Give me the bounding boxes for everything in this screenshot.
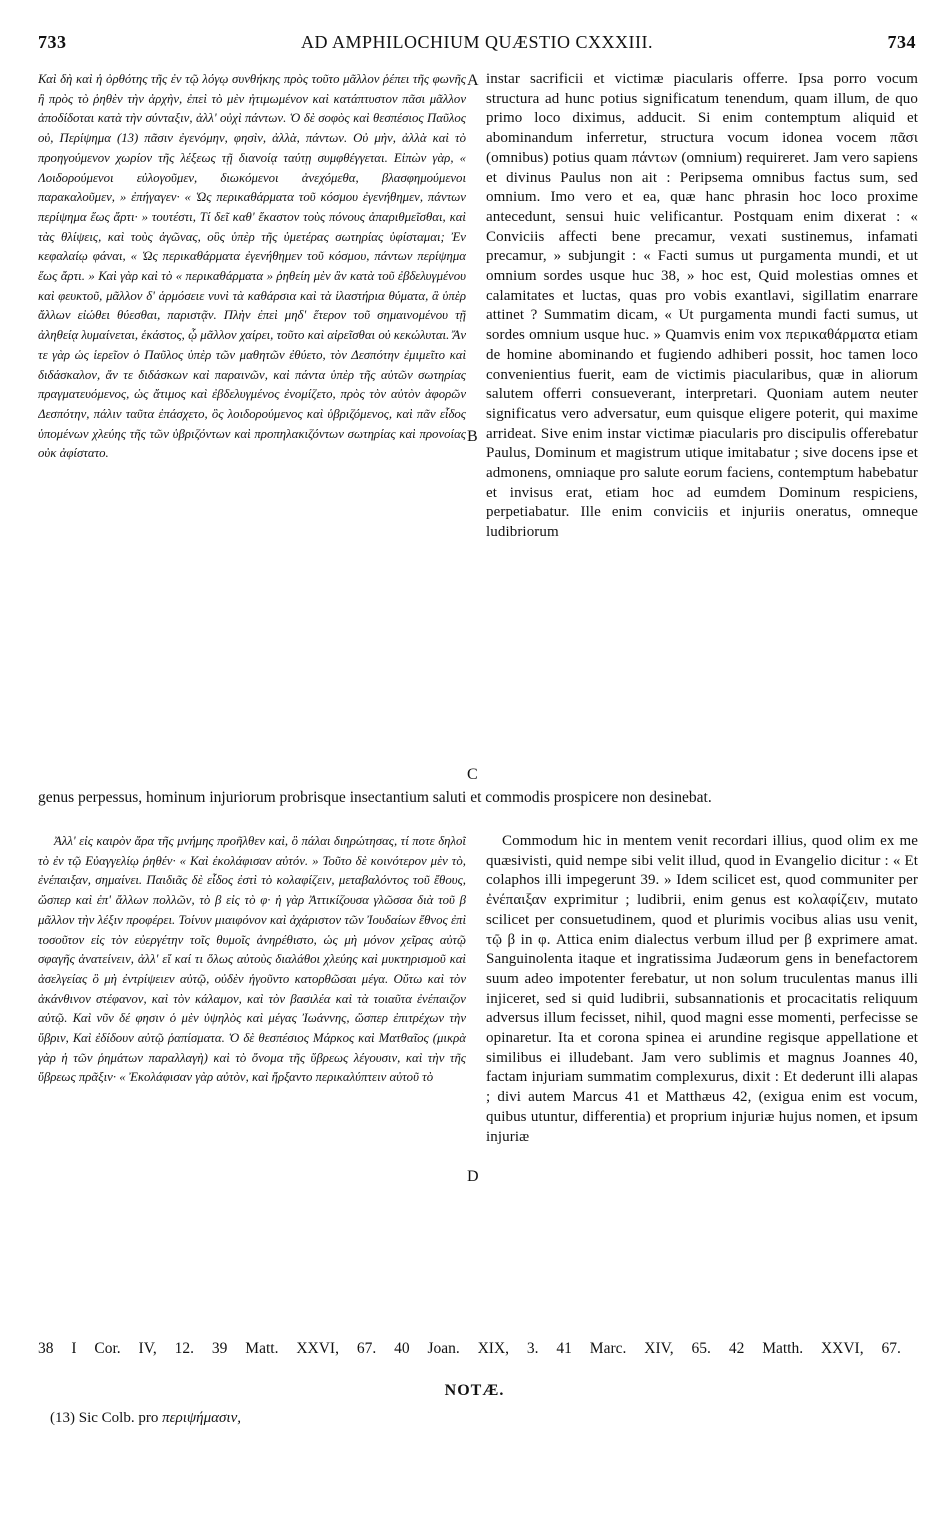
- greek-column-upper: [38, 70, 466, 792]
- note-13-greek: περιψήμασιν,: [162, 1410, 242, 1426]
- running-title: AD AMPHILOCHIUM QUÆSTIO CXXXIII.: [301, 32, 653, 52]
- margin-letter-c: C: [467, 766, 478, 783]
- greek-text-upper: Καὶ δὴ καὶ ἡ ὀρθότης τῆς ἐν τῷ λόγῳ συνθήκης πρὸς τοῦτο μᾶλλον ῥέπει τῆς φωνῆς ἢ πρὸς τὸ ῥηθὲν τὴν ἀρχὴν, ἐπεὶ τὸ μὲν ἠτιμωμένον καὶ κατάπτυστον πᾶσι μᾶλλον ἀποδίδοται κατὰ τὴν σύνταξιν, ἀλλ' οὐχὶ πάντων. Ὁ δὲ σοφὸς καὶ θεσπέσιος Παῦλος οὐ, Περίψημα (13) πᾶσιν ἐγενόμην, φησὶν, ἀλλὰ, πάντων. Οὐ μὴν, ἀλλὰ καὶ τὸ προηγούμενον χωρίον τῆς λέξεως τῇ διανοίᾳ ταύτῃ συμφθέγγεται. Εἰπὼν γὰρ, « Λοιδορούμενοι εὐλογοῦμεν, διωκόμενοι ἀνεχόμεθα, βλασφημούμενοι παρακαλοῦμεν, » ἐπήγαγεν· « Ὡς περικαθάρματα τοῦ κόσμου ἐγενήθημεν, πάντων περίψημα ἕως ἄρτι· » τουτέστι, Τί δεῖ καθ' ἕκαστον τοὺς πόνους ἀπαριθμεῖσθαι, καὶ τὰς θλίψεις, καὶ τοὺς ἀγῶνας, οὓς ὑπὲρ τῆς ὑμετέρας σωτηρίας ὑφίσταμαι; Ἐν κεφαλαίῳ φάναι, « Ὡς περικαθάρματα ἐγενήθημεν τοῦ κόσμου, πάντων περίψημα ἕως ἄρτι. » Καὶ γὰρ καὶ τὸ « περικαθάρματα » ῥηθείη μὲν ἂν κατὰ τοῦ ἐβδελυγμένου καὶ φευκτοῦ, μᾶλλον δ' ἁρμόσειε νυνὶ τὰ καθάρσια καὶ τὰ ἱλαστήρια θύματα, ἃ ὑπὲρ ἄλλων εἰώθει θύεσθαι, παριστᾷν. Πλὴν ἐπεὶ μηδ' ἕτερον τοῦ σημαινομένου τῇ ἀληθείᾳ λυμαίνεται, ἑκάστος, ᾧ μᾶλλον χαίρει, τοῦτο καὶ αἱρεῖσθαι οὐ κεκώλυται. Ἄν τε γὰρ ὡς ἱερεῖον ὁ Παῦλος ὑπὲρ τῶν μαθητῶν ἐθύετο, τὸν Δεσπότην ἐμιμεῖτο καὶ διδάσκαλον, ἄν τε διδάσκων καὶ παραινῶν, καὶ πάντα ὑπὲρ τῆς αὐτῶν σωτηρίας πραγματευόμενος, ὡς ἄτιμος καὶ ἐβδελυγμένος ἐνομίζετο, πρὸς τὸν αὐτὸν ἀφορῶν Δεσπότην, πάλιν ταῦτα ἐπάσχετο, ὃς λοιδορούμενος καὶ ὑβριζόμενος, καὶ πᾶν εἶδος ὑπομένων χλεύης τῆς τῶν ὑβριζόντων καὶ προπηλακιζόντων σωτηρίας καὶ προνοίας οὐκ ἀφίστατο.: [38, 72, 466, 461]
- note-13-label: (13) Sic Colb. pro: [50, 1410, 159, 1426]
- full-width-continuation: [38, 788, 918, 828]
- footnote-39: 39 Matt. XXVI, 67.: [211, 1340, 377, 1357]
- footnote-40: 40 Joan. XIX, 3.: [394, 1340, 539, 1357]
- margin-letter-b: B: [467, 428, 478, 445]
- footnote-42: 42 Matth. XXVI, 67.: [728, 1340, 901, 1357]
- page-header: [38, 32, 916, 56]
- greek-text-lower: Ἀλλ' εἰς καιρὸν ἄρα τῆς μνήμης προῆλθεν καὶ, ὃ πάλαι διηρώτησας, τί ποτε δηλοῖ τὸ ἐν τῷ Εὐαγγελίῳ ῥηθέν· « Καὶ ἐκολάφισαν αὐτόν. » Τοῦτο δὲ κοινότερον μὲν τὸ, ἐνέπαιξαν, σημαίνει. Παιδιᾶς δὲ εἶδος ἐστὶ τὸ κολαφίζειν, μεταβαλόντος τοῦ ἔθους, ὥσπερ καὶ ἐπ' ἄλλων πολλῶν, τὸ β εἰς τὸ φ· ἡ γὰρ Ἀττικίζουσα γλῶσσα διὰ τοῦ β μᾶλλον τὴν λέξιν προφέρει. Τοίνυν μιαιφόνον καὶ ἀχάριστον τῶν Ἰουδαίων ἔθνος ἐπὶ τοσοῦτον εἰς τὸν εὐεργέτην τοῖς θυμοῖς ἀνηρέθιστο, ὡς μὴ μόνον χεῖρας αὐτῷ σφαγῆς ἀνατείνειν, ἀλλ' εἴ καί τι ὅλως αὐτοὺς διαλάθοι χλεύης καὶ μυκτηρισμοῦ καὶ ἀσελγείας ὃ μὴ ἐντρίψειεν αὐτῷ, οὐδὲν ἡγοῦντο κατορθῶσαι μέγα. Οὕτω καὶ τὸν ἀκάνθινον στέφανον, καὶ τὸν κάλαμον, καὶ τὸν βασιλέα καὶ τὰ τοιαῦτα ἐνέπαιζον αὐτῷ. Καὶ νῦν δέ φησιν ὁ μὲν ὑψηλὸς καὶ μέγας Ἰωάννης, ὥσπερ ἐπιτρέχων τὴν ὕβριν, Καὶ ἐδίδουν αὐτῷ ῥαπίσματα. Ὁ δὲ θεσπέσιος Μάρκος καὶ Ματθαῖος (μικρὰ γὰρ ἡ τῶν ῥημάτων παραλλαγὴ) καὶ τὸ ὄνομα τῆς ὕβρεως λέγουσιν, καὶ τὴν τῆς ὕβρεως πρᾶξιν· « Ἐκολάφισαν γὰρ αὐτὸν, καὶ ἤρξαντο περικαλύπτειν αὐτοῦ τὸ: [38, 834, 466, 1085]
- margin-letter-d: D: [467, 1168, 479, 1185]
- note-13: [50, 1410, 241, 1427]
- footnote-38: 38 I Cor. IV, 12.: [38, 1340, 195, 1357]
- latin-column-lower: [486, 832, 918, 1318]
- full-width-text: genus perpessus, hominum injuriorum probrisque insectantium saluti et commodis prospicere non desinebat.: [38, 789, 712, 806]
- notes-heading: NOTÆ.: [444, 1382, 505, 1399]
- margin-letter-a: A: [467, 72, 479, 89]
- greek-column-lower: [38, 832, 466, 1318]
- latin-text-upper: instar sacrificii et victimæ piacularis offerre. Ipsa porro vocum structura ad hunc potius significatum tenendum, quam illum, de quo primo loco diximus, adducit. Si enim contemptum aliquid et abominandum inferretur, structura vocum idonea vocem πᾶσι (omnibus) potius quam πάντων (omnium) requireret. Jam vero sapiens et divinus Paulus non ait : Peripsema omnibus factus sum, sed omnium. Imo vero et ea, quæ hanc phrasin hoc loco proxime antecedunt, sensui huic velificantur. Postquam enim dixerat : « Conviciis affecti bene precamur, vexati sustinemus, infamati precamur, » subjungit : « Facti sumus ut purgamenta mundi, et ut omnium sordes usque huc 38, » hoc est, Quid molestias omnes et calamitates et luctas, quas pro vobis exantlavi, sigillatim enarrare attinet ? Summatim dicam, « Ut purgamenta mundi facti sumus, ut sordes omnium usque huc. » Quamvis enim vox περικαθάρματα etiam de homine abominando et fugiendo adhiberi possit, hoc tamen loco convenientius fuerit, eam de victimis piacularibus, quæ in aliorum salutem offerri consueverant, interpretari. Quoniam autem neuter significatus vero adversatur, eum quisque eligere poterit, qui maxime arrideat. Sive enim instar victimæ piacularis pro discipulis offerebatur Paulus, Dominum et magistrum utique imitabatur ; sive docens ipse et admonens, omniaque pro salute eorum faciens, contemptum habebatur et invisus erat, etiam hoc ad eumdem Dominum respiciens, perpetiabatur. Ille enim conviciis et injuriis oneratus, omneque ludibriorum: [486, 71, 918, 541]
- footnote-41: 41 Marc. XIV, 65.: [556, 1340, 711, 1357]
- right-page-number: 734: [887, 32, 916, 52]
- left-page-number: 733: [38, 32, 67, 52]
- latin-column-upper: [486, 70, 918, 792]
- footnotes: [38, 1340, 918, 1358]
- latin-text-lower: Commodum hic in mentem venit recordari illius, quod olim ex me quæsivisti, quid nempe sibi velit illud, quod in Evangelio dicitur : « Et colaphos illi impegerunt 39. » Idem scilicet est, quod communiter per ἐνέπαιξαν exprimitur ; ludibrii, enim genus est κολαφίζειν, mutato scilicet per consuetudinem, quod et plurimis vocibus alias usu venit, τῷ β in φ. Attica enim dialectus verbum illud per β exprimere amat. Sanguinolenta itaque et ingratissima Judæorum gens in benefactorem suum adeo impotenter ferebatur, ut non solum truculentas manus illi injiceret, sed si quid ludibrii, subsannationis et procacitatis reliquum adversus illum fecisset, nihil, quod magni esse momenti, perfecisse se opinaretur. Ita et corona spinea ei arundine regisque appellatione et similibus ei illudebant. Jam vero sublimis et magnus Joannes 40, factam injuriam summatim complexurus, dixit : Et dederunt illi alapas ; divi autem Marcus 41 et Matthæus 42, (exigua enim est vocum, quibus utuntur, differentia) et proprium injuriæ hujus nomen, et ipsum injuriæ: [486, 833, 918, 1145]
